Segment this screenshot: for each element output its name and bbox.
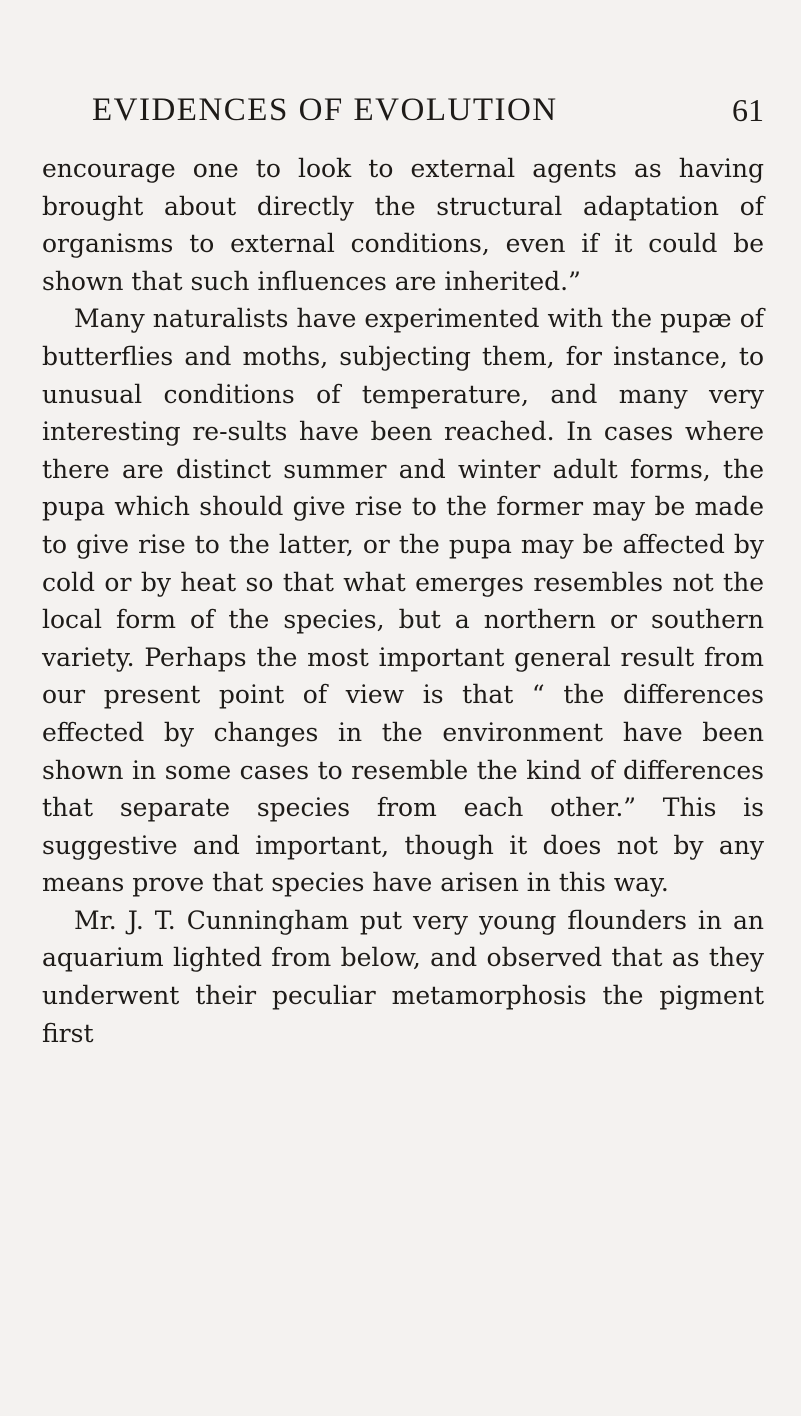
paragraph-cunningham: Mr. J. T. Cunningham put very young flounders in an aquarium lighted from below, and observed that as they underwent their peculiar metamorphosis the pigment first (42, 905, 764, 1048)
book-page (42, 92, 764, 1052)
running-header (42, 92, 764, 140)
running-title: EVIDENCES OF EVOLUTION (92, 92, 558, 128)
page-number: 61 (732, 92, 764, 128)
paragraph-continuation: encourage one to look to external agents as having brought about directly the structural adaptation of organisms to external conditions, even if it could be shown that such influences are inherited.” (42, 154, 764, 296)
paragraph-naturalists: Many naturalists have experimented with the pupæ of butterflies and moths, subjecting them, for instance, to unusual conditions of temperature, and many very interesting re-sults have been reached. In cases where there are distinct summer and winter adult forms, the pupa which should give rise to the former may be made to give rise to the latter, or the pupa may be affected by cold or by heat so that what emerges resembles not the local form of the species, but a northern or southern variety. Perhaps the most important general result from our present point of view is that “ the differences effected by changes in the environment have been shown in some cases to resemble the kind of differences that separate species from each other.” This is suggestive and important, though it does not by any means prove that species have arisen in this way. (42, 304, 764, 898)
body-text (42, 150, 764, 1052)
